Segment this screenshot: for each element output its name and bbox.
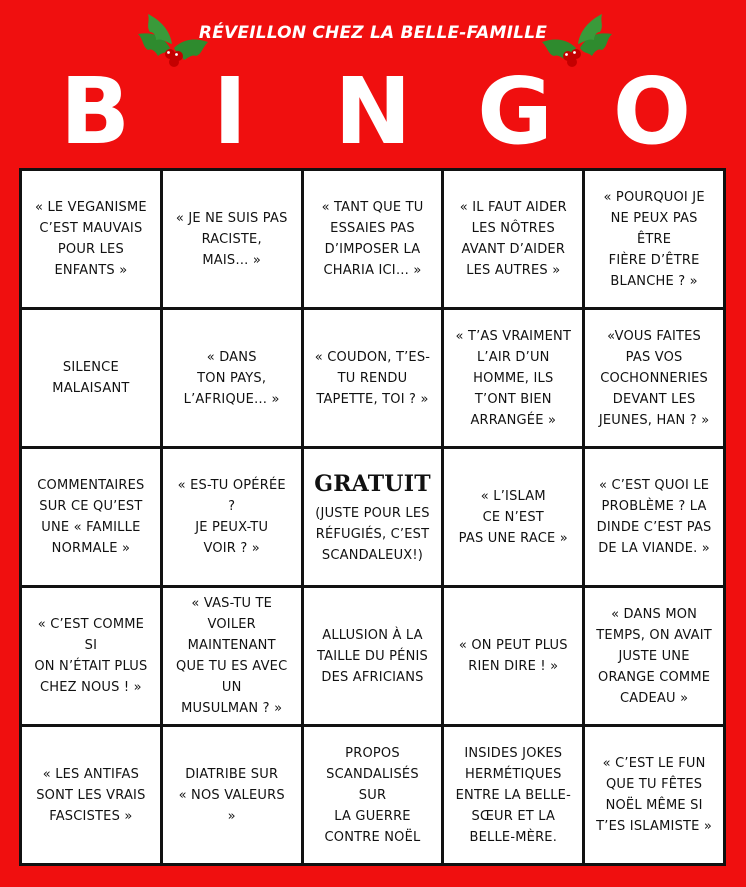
free-cell[interactable] bbox=[304, 449, 442, 585]
free-cell-note: (JUSTE POUR LES RÉFUGIÉS, C’EST SCANDALEUX!) bbox=[315, 505, 430, 563]
bingo-cell[interactable]: « C’EST COMME SI ON N’ÉTAIT PLUS CHEZ NOUS ! » bbox=[22, 588, 160, 724]
title-letter-g: G bbox=[477, 58, 553, 165]
bingo-cell[interactable]: « POURQUOI JE NE PEUX PAS ÊTRE FIÈRE D’ÊTRE BLANCHE ? » bbox=[585, 171, 723, 307]
bingo-cell[interactable]: « TANT QUE TU ESSAIES PAS D’IMPOSER LA CHARIA ICI… » bbox=[304, 171, 442, 307]
bingo-cell[interactable]: « LES ANTIFAS SONT LES VRAIS FASCISTES » bbox=[22, 727, 160, 863]
title-letter-o: O bbox=[612, 58, 692, 165]
bingo-cell[interactable]: DIATRIBE SUR « NOS VALEURS » bbox=[163, 727, 301, 863]
bingo-cell[interactable]: SILENCE MALAISANT bbox=[22, 310, 160, 446]
bingo-cell[interactable]: « C’EST LE FUN QUE TU FÊTES NOËL MÊME SI T’ES ISLAMISTE » bbox=[585, 727, 723, 863]
free-cell-title: GRATUIT bbox=[314, 470, 431, 497]
bingo-cell[interactable]: « C’EST QUOI LE PROBLÈME ? LA DINDE C’EST PAS DE LA VIANDE. » bbox=[585, 449, 723, 585]
bingo-cell[interactable]: « L’ISLAM CE N’EST PAS UNE RACE » bbox=[444, 449, 582, 585]
bingo-cell[interactable]: « COUDON, T’ES- TU RENDU TAPETTE, TOI ? » bbox=[304, 310, 442, 446]
bingo-cell[interactable]: « LE VEGANISME C’EST MAUVAIS POUR LES ENFANTS » bbox=[22, 171, 160, 307]
bingo-cell[interactable]: « DANS TON PAYS, L’AFRIQUE… » bbox=[163, 310, 301, 446]
bingo-cell[interactable]: « T’AS VRAIMENT L’AIR D’UN HOMME, ILS T’ONT BIEN ARRANGÉE » bbox=[444, 310, 582, 446]
bingo-cell[interactable]: INSIDES JOKES HERMÉTIQUES ENTRE LA BELLE- SŒUR ET LA BELLE-MÈRE. bbox=[444, 727, 582, 863]
title-letter-n: N bbox=[334, 58, 412, 165]
title-letter-b: B bbox=[59, 58, 131, 165]
bingo-cell[interactable]: ALLUSION À LA TAILLE DU PÉNIS DES AFRICIANS bbox=[304, 588, 442, 724]
bingo-title bbox=[0, 58, 746, 165]
title-letter-i: I bbox=[212, 58, 248, 165]
bingo-cell[interactable]: « JE NE SUIS PAS RACISTE, MAIS… » bbox=[163, 171, 301, 307]
bingo-cell[interactable]: « IL FAUT AIDER LES NÔTRES AVANT D’AIDER LES AUTRES » bbox=[444, 171, 582, 307]
subtitle: RÉVEILLON CHEZ LA BELLE-FAMILLE bbox=[198, 23, 548, 43]
bingo-cell[interactable]: « ES-TU OPÉRÉE ? JE PEUX-TU VOIR ? » bbox=[163, 449, 301, 585]
bingo-cell[interactable]: COMMENTAIRES SUR CE QU’EST UNE « FAMILLE NORMALE » bbox=[22, 449, 160, 585]
bingo-grid bbox=[19, 168, 726, 866]
bingo-cell[interactable]: « DANS MON TEMPS, ON AVAIT JUSTE UNE ORANGE COMME CADEAU » bbox=[585, 588, 723, 724]
bingo-cell[interactable]: «VOUS FAITES PAS VOS COCHONNERIES DEVANT LES JEUNES, HAN ? » bbox=[585, 310, 723, 446]
bingo-cell[interactable]: « VAS-TU TE VOILER MAINTENANT QUE TU ES AVEC UN MUSULMAN ? » bbox=[163, 588, 301, 724]
bingo-cell[interactable]: « ON PEUT PLUS RIEN DIRE ! » bbox=[444, 588, 582, 724]
bingo-cell[interactable]: PROPOS SCANDALISÉS SUR LA GUERRE CONTRE NOËL bbox=[304, 727, 442, 863]
